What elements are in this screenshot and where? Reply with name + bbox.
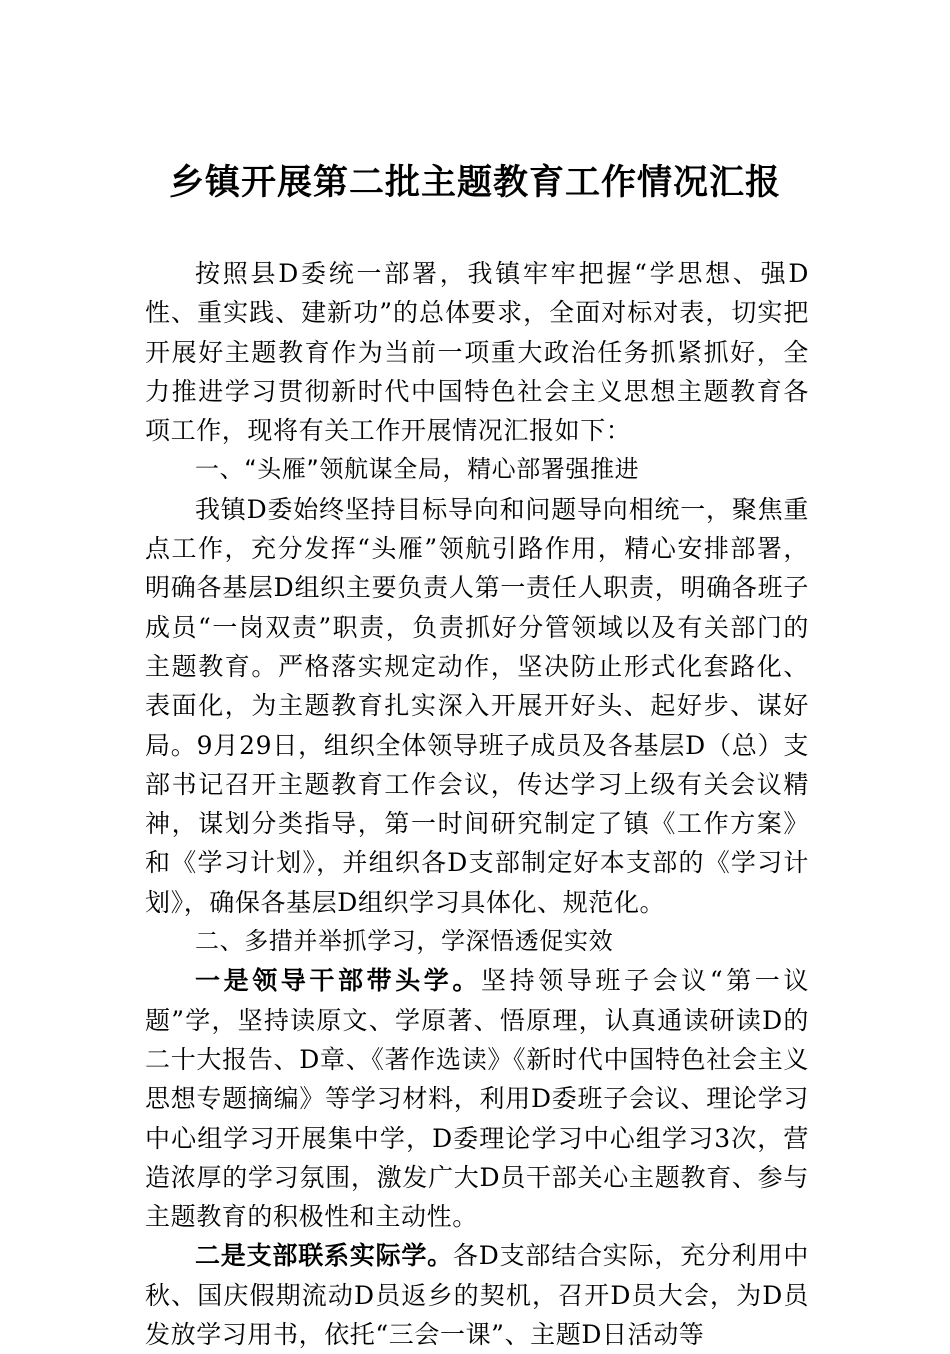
section-heading-2: 二、多措并举抓学习，学深悟透促实效 [195, 927, 614, 956]
point-2-paragraph [145, 1236, 809, 1354]
point-1-lead: 一是领导干部带头学。 [195, 966, 482, 996]
section-1-paragraph: 我镇D委始终坚持目标导向和问题导向相统一，聚焦重点工作，充分发挥“头雁”领航引路作用，精心安排部署，明确各基层D组织主要负责人第一责任人职责，明确各班子成员“一岗双责”职责，负责抓好分管领域以及有关部门的主题教育。严格落实规定动作，坚决防止形式化套路化、表面化，为主题教育扎实深入开展开好头、起好步、谋好局。9月29日，组织全体领导班子成员及各基层D（总）支部书记召开主题教育工作会议，传达学习上级有关会议精神，谋划分类指导，第一时间研究制定了镇《工作方案》和《学习计划》，并组织各D支部制定好本支部的《学习计划》，确保各基层D组织学习具体化、规范化。 [145, 494, 809, 917]
document-body [145, 254, 809, 1354]
section-heading-1: 一、“头雁”领航谋全局，精心部署强推进 [195, 455, 640, 484]
point-2-lead: 二是支部联系实际学。 [195, 1241, 453, 1271]
document-title: 乡镇开展第二批主题教育工作情况汇报 [168, 162, 781, 203]
point-1-body: 坚持领导班子会议“第一议题”学，坚持读原文、学原著、悟原理，认真通读研读D的二十大报告、D章、《著作选读》《新时代中国特色社会主义思想专题摘编》等学习材料，利用D委班子会议、理论学习中心组学习开展集中学，D委理论学习中心组学习3次，营造浓厚的学习氛围，激发广大D员干部关心主题教育、参与主题教育的积极性和主动性。 [145, 966, 809, 1232]
intro-paragraph: 按照县D委统一部署，我镇牢牢把握“学思想、强D性、重实践、建新功”的总体要求，全面对标对表，切实把开展好主题教育作为当前一项重大政治任务抓紧抓好，全力推进学习贯彻新时代中国特色社会主义思想主题教育各项工作，现将有关工作开展情况汇报如下： [145, 259, 809, 446]
point-2-body: 各D支部结合实际，充分利用中秋、国庆假期流动D员返乡的契机，召开D员大会，为D员发放学习用书，依托“三会一课”、主题D日活动等 [145, 1241, 809, 1350]
point-1-paragraph [145, 961, 809, 1236]
